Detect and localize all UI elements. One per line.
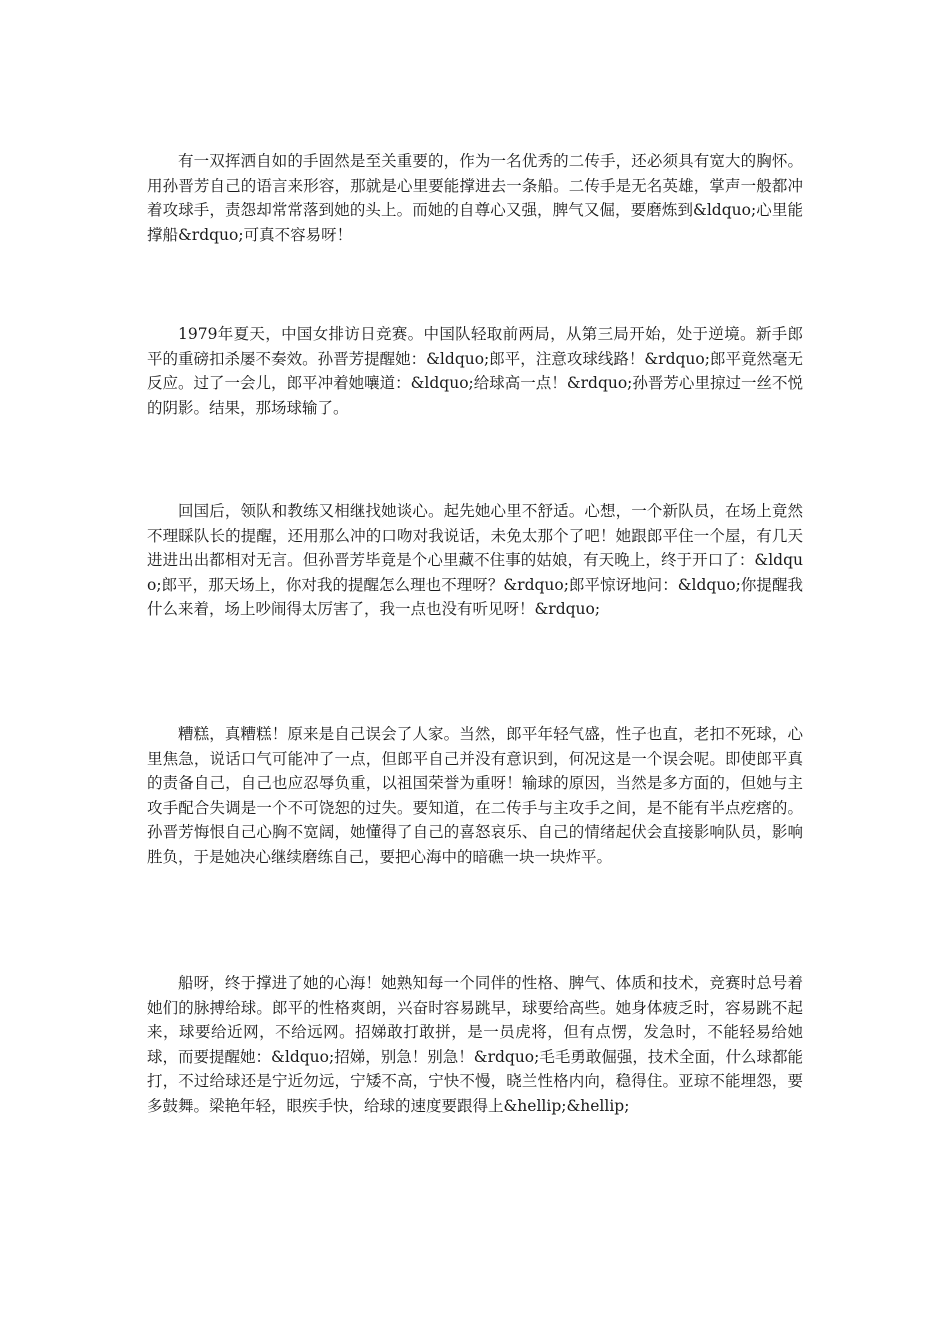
paragraph-2: 1979年夏天，中国女排访日竞赛。中国队轻取前两局，从第三局开始，处于逆境。新手郎平的重磅扣杀屡不奏效。孙晋芳提醒她：&ldquo;郎平，注意攻球线路！&rdquo;郎平竟然毫无反应。过了一会儿，郎平冲着她嚷道：&ldquo;给球高一点！&rdquo;孙晋芳心里掠过一丝不悦的阴影。结果，那场球输了。 [147, 325, 803, 417]
paragraph-1: 有一双挥洒自如的手固然是至关重要的，作为一名优秀的二传手，还必须具有宽大的胸怀。用孙晋芳自己的语言来形容，那就是心里要能撑进去一条船。二传手是无名英雄，掌声一般都冲着攻球手，责怨却常常落到她的头上。而她的自尊心又强，脾气又倔，要磨炼到&ldquo;心里能撑船&rdquo;可真不容易呀！ [147, 152, 803, 244]
paragraph-4: 糟糕，真糟糕！原来是自己误会了人家。当然，郎平年轻气盛，性子也直，老扣不死球，心里焦急，说话口气可能冲了一点，但郎平自己并没有意识到，何况这是一个误会呢。即使郎平真的责备自己，自己也应忍辱负重，以祖国荣誉为重呀！输球的原因，当然是多方面的，但她与主攻手配合失调是一个不可饶恕的过失。要知道，在二传手与主攻手之间，是不能有半点疙瘩的。孙晋芳悔恨自己心胸不宽阔，她懂得了自己的喜怒哀乐、自己的情绪起伏会直接影响队员，影响胜负，于是她决心继续磨练自己，要把心海中的暗礁一块一块炸平。 [147, 725, 803, 866]
paragraph-3: 回国后，领队和教练又相继找她谈心。起先她心里不舒适。心想，一个新队员，在场上竟然不理睬队长的提醒，还用那么冲的口吻对我说话，未免太那个了吧！她跟郎平住一个屋，有几天进进出出都相对无言。但孙晋芳毕竟是个心里藏不住事的姑娘，有天晚上，终于开口了：&ldquo;郎平，那天场上，你对我的提醒怎么理也不理呀？&rdquo;郎平惊讶地问：&ldquo;你提醒我什么来着，场上吵闹得太厉害了，我一点也没有听见呀！&rdquo; [147, 502, 803, 618]
paragraph-5: 船呀，终于撑进了她的心海！她熟知每一个同伴的性格、脾气、体质和技术，竞赛时总号着她们的脉搏给球。郎平的性格爽朗，兴奋时容易跳早，球要给高些。她身体疲乏时，容易跳不起来，球要给近网，不给远网。招娣敢打敢拼，是一员虎将，但有点愣，发急时，不能轻易给她球，而要提醒她：&ldquo;招娣，别急！别急！&rdquo;毛毛勇敢倔强，技术全面，什么球都能打，不过给球还是宁近勿远，宁矮不高，宁快不慢，晓兰性格内向，稳得住。亚琼不能埋怨，要多鼓舞。梁艳年轻，眼疾手快，给球的速度要跟得上&hellip;&hellip; [147, 974, 803, 1115]
